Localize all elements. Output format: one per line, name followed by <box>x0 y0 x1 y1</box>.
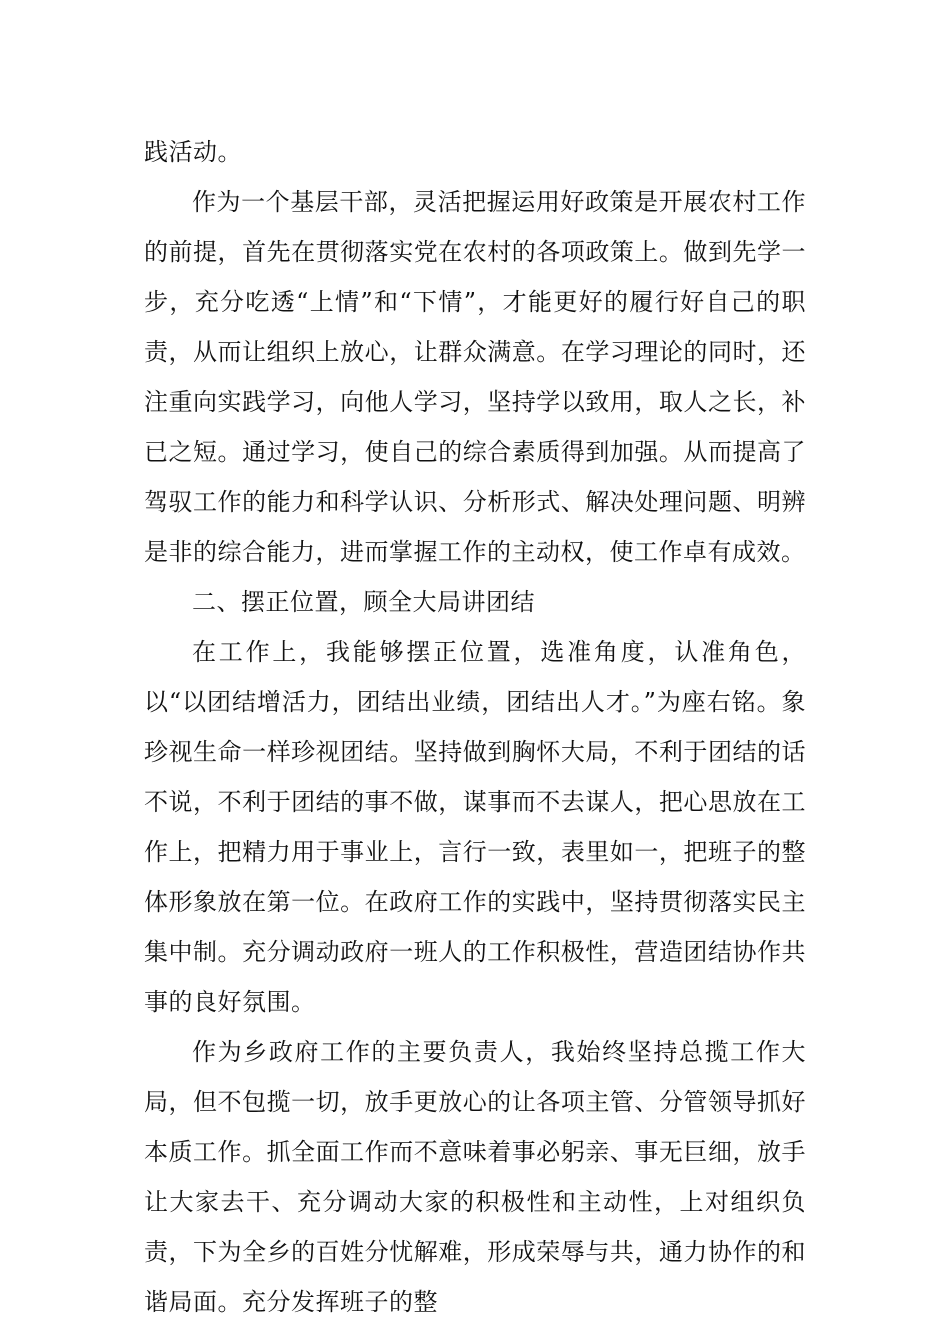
paragraph-1: 践活动。 <box>144 138 242 166</box>
paragraph-2: 作为一个基层干部，灵活把握运用好政策是开展农村工作的前提，首先在贯彻落实党在农村的各项政策上。做到先学一步，充分吃透“上情”和“下情”，才能更好的履行好自己的职责，从而让组织上放心，让群众满意。在学习理论的同时，还注重向实践学习，向他人学习，坚持学以致用，取人之长，补已之短。通过学习，使自己的综合素质得到加强。从而提高了驾驭工作的能力和科学认识、分析形式、解决处理问题、明辨是非的综合能力，进而掌握工作的主动权，使工作卓有成效。 <box>144 188 806 566</box>
section-heading: 二、摆正位置，顾全大局讲团结 <box>192 588 535 616</box>
paragraph-3: 在工作上，我能够摆正位置，选准角度，认准角色，以“以团结增活力，团结出业绩，团结出人才。”为座右铭。象珍视生命一样珍视团结。坚持做到胸怀大局，不利于团结的话不说，不利于团结的事不做，谋事而不去谋人，把心思放在工作上，把精力用于事业上，言行一致，表里如一，把班子的整体形象放在第一位。在政府工作的实践中，坚持贯彻落实民主集中制。充分调动政府一班人的工作积极性，营造团结协作共事的良好氛围。 <box>144 638 806 1016</box>
paragraph-4: 作为乡政府工作的主要负责人，我始终坚持总揽工作大局，但不包揽一切，放手更放心的让各项主管、分管领导抓好本质工作。抓全面工作而不意味着事必躬亲、事无巨细，放手让大家去干、充分调动大家的积极性和主动性，上对组织负责，下为全乡的百姓分忧解难，形成荣辱与共，通力协作的和谐局面。充分发挥班子的整 <box>144 1038 806 1316</box>
document-body <box>144 127 806 1327</box>
